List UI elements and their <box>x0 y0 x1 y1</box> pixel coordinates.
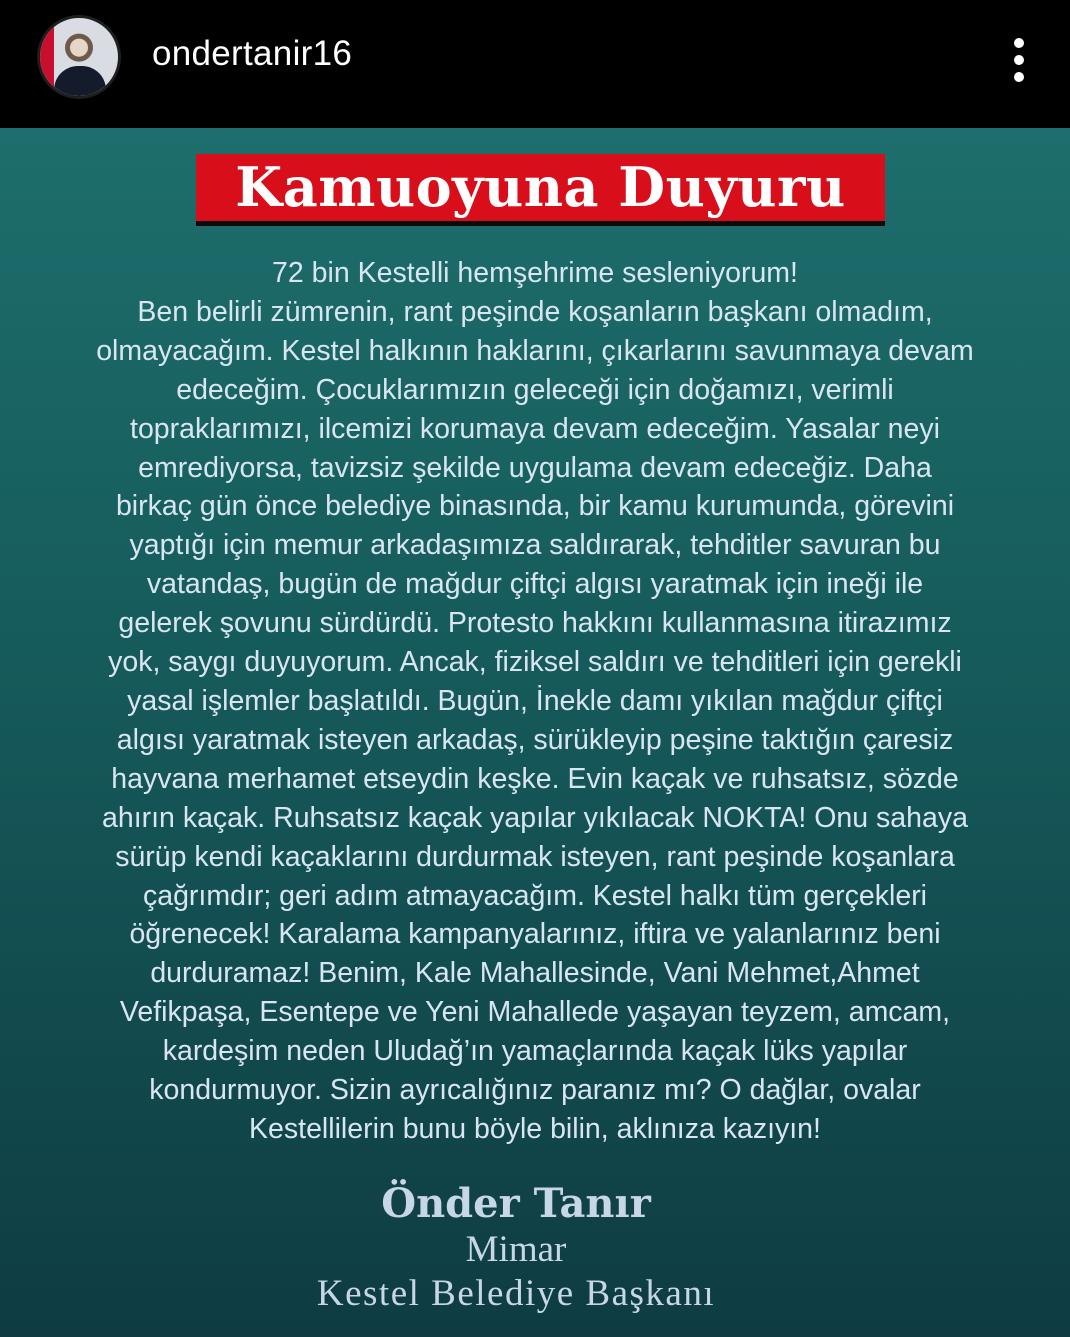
body-line: yasal işlemler başlatıldı. Bugün, İnekle damı yıkılan mağdur çiftçi <box>127 684 943 717</box>
body-line: hayvana merhamet etseydin keşke. Evin kaçak ve ruhsatsız, sözde <box>111 762 959 795</box>
body-line: topraklarımızı, ilcemizi korumaya devam edeceğim. Yasalar neyi <box>130 412 940 445</box>
body-line: yok, saygı duyuyorum. Ancak, fiziksel saldırı ve tehditleri için gerekli <box>108 646 962 679</box>
username-link[interactable]: ondertanir16 <box>152 34 353 73</box>
body-line: öğrenecek! Karalama kampanyalarınız, iftira ve yalanlarınız beni <box>129 918 941 951</box>
body-line: kondurmuyor. Sizin ayrıcalığınız paranız mı? O dağlar, ovalar <box>149 1074 921 1107</box>
body-line: birkaç gün önce belediye binasında, bir kamu kurumunda, görevini <box>115 490 955 523</box>
body-line: gelerek şovunu sürdürdü. Protesto hakkını kullanmasına itirazımız <box>118 607 952 640</box>
body-line: emrediyorsa, tavizsiz şekilde uygulama devam edeceğiz. Daha <box>138 451 932 484</box>
body-line: ahırın kaçak. Ruhsatsız kaçak yapılar yıkılacak NOKTA! Onu sahaya <box>102 801 968 834</box>
announcement-title: Kamuoyuna Duyuru <box>235 155 846 219</box>
body-line: çağrımdır; geri adım atmayacağım. Kestel halkı tüm gerçekleri <box>142 879 928 912</box>
signature-office: Kestel Belediye Başkanı <box>316 1273 716 1314</box>
announcement-title-banner <box>196 154 885 226</box>
avatar-flag-detail <box>40 18 54 99</box>
body-line: sürüp kendi kaçaklarını durdurmak isteyen, rant peşinde koşanlara <box>115 840 955 873</box>
more-dot <box>1014 55 1024 65</box>
profile-avatar[interactable] <box>37 15 121 99</box>
body-line: kardeşim neden Uludağ’ın yamaçlarında kaçak lüks yapılar <box>162 1035 908 1068</box>
avatar-figure <box>54 66 106 99</box>
more-dot <box>1014 38 1024 48</box>
announcement-body <box>40 254 1030 1149</box>
body-line: durduramaz! Benim, Kale Mahallesinde, Vani Mehmet,Ahmet <box>150 957 920 990</box>
body-line: vatandaş, bugün de mağdur çiftçi algısı yaratmak için ineği ile <box>146 568 924 601</box>
signature-name: Önder Tanır <box>381 1180 651 1227</box>
body-line: Vefikpaşa, Esentepe ve Yeni Mahallede yaşayan teyzem, amcam, <box>119 996 951 1029</box>
post-header <box>0 0 1070 128</box>
body-line: yaptığı için memur arkadaşımıza saldırarak, tehditler savuran bu <box>129 529 941 562</box>
more-dot <box>1014 72 1024 82</box>
body-line: olmayacağım. Kestel halkının haklarını, çıkarlarını savunmaya devam <box>96 334 974 367</box>
body-line: 72 bin Kestelli hemşehrime sesleniyorum! <box>272 257 798 289</box>
more-options-icon[interactable] <box>1006 36 1032 84</box>
signature-role: Mimar <box>465 1229 567 1270</box>
body-line: Ben belirli zümrenin, rant peşinde koşanların başkanı olmadım, <box>137 295 933 328</box>
body-line: algısı yaratmak isteyen arkadaş, sürükleyip peşine taktığın çaresiz <box>116 723 954 756</box>
body-line: edeceğim. Çocuklarımızın geleceği için doğamızı, verimli <box>176 373 894 406</box>
post-image <box>0 128 1070 1337</box>
body-line: Kestellilerin bunu böyle bilin, aklınıza kazıyın! <box>249 1112 821 1145</box>
